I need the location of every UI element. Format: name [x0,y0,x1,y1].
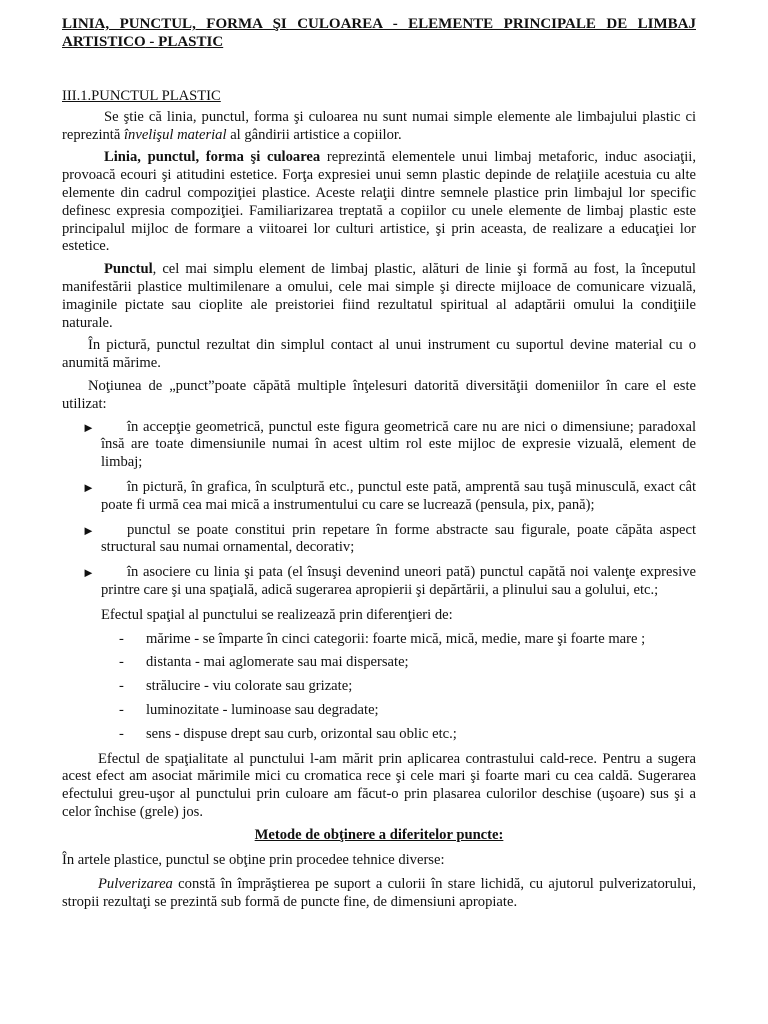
p2-text: reprezintă elementele unui limbaj metaforic, induc asociaţii, provoacă ecouri şi atitudini estetice. Forţa expresiei unui semn plastic depinde de relaţiile acestuia cu alte elemente din cadrul compoziţiei plastice. Aceste relaţii dintre semnele plastice prin limbajul lor specific definesc expresia compoziţiei. Familiarizarea treptată a copiilor cu unele elemente de limbaj plastic este principalul mijloc de formare a viitoarei lor culturi artistice, şi prin aceasta, de realizare a educaţiei lor estetice. [62,149,697,255]
arrow-list [62,419,696,600]
list-item [62,522,696,558]
arrow-bullet-icon: ► [82,522,95,538]
paragraph-elements [62,149,696,256]
arrow-bullet-icon: ► [82,419,95,435]
methods-heading: Metode de obţinere a diferitelor puncte: [254,826,504,843]
dash-bullet-icon: - [119,725,124,742]
list-item-text: mărime - se împarte în cinci categorii: foarte mică, mică, medie, mare şi foarte mare ; [146,630,646,647]
arrow-bullet-icon: ► [82,479,95,495]
paragraph-pictura: În pictură, punctul rezultat din simplul contact al unui instrument cu suportul devine material cu o anumită mărime. [62,337,696,372]
section-heading: III.1.PUNCTUL PLASTIC [62,88,221,104]
title-separator: - [145,34,159,50]
list-item [62,419,696,472]
paragraph-punctul [62,261,696,332]
p2-bold: Linia, punctul, forma şi culoarea [104,149,321,166]
paragraph-intro [62,109,696,145]
paragraph-artele: În artele plastice, punctul se obţine prin procedee tehnice diverse: [62,852,445,869]
p1-text-a: Se ştie că linia, punctul, forma şi culoarea nu sunt numai simple elemente ale limbajului plastic ci reprezintă [62,108,696,143]
document-title [62,15,696,51]
paragraph-notiunea: Noţiunea de „punct”poate căpătă multiple înţelesuri datorită diversităţii domeniilor în care el este utilizat: [62,377,696,412]
list-item [62,654,696,672]
dash-bullet-icon: - [119,630,124,647]
p3-text: , cel mai simplu element de limbaj plastic, alături de linie şi formă au fost, la începutul manifestării plastice multimilenare a omului, cele mai simple şi directe mijloace de comunicare vizuală, imaginile pictate sau cioplite ale preistoriei fiind rezultatul spiritual al adaptării omului la condiţiile naturale. [62,261,696,331]
p8-italic: Pulverizarea [98,876,173,893]
dash-bullet-icon: - [119,678,124,695]
list-item [62,631,696,649]
paragraph-pulverizarea [62,876,696,912]
list-item-text: luminozitate - luminoase sau degradate; [146,701,379,718]
dash-bullet-icon: - [119,654,124,671]
list-item [62,678,696,696]
dash-bullet-icon: - [119,701,124,718]
list-item-text: strălucire - viu colorate sau grizate; [146,678,353,695]
dash-list [62,631,696,744]
p3-bold: Punctul [104,261,153,278]
list-item-text: sens - dispuse drept sau curb, orizontal sau oblic etc.; [146,725,457,742]
p1-italic: învelişul material [123,126,227,143]
p1-text-b: al gândirii artistice a copiilor. [226,126,402,143]
list-item [62,564,696,600]
list-item-text: punctul se poate constitui prin repetare în forme abstracte sau figurale, poate căpăta aspect structural sau numai ornamental, decorativ; [101,521,696,556]
title-tail: PLASTIC [158,34,224,50]
title-main: LINIA, PUNCTUL, FORMA ŞI CULOAREA - ELEMENTE PRINCIPALE DE LIMBAJ ARTISTICO [62,16,696,50]
list-item-text: distanta - mai aglomerate sau mai dispersate; [146,654,409,671]
list-item-text: în accepţie geometrică, punctul este figura geometrică care nu are nici o dimensiune; paradoxal însă are toate dimensiunile numai în acest ultim rol este mijloc de expresie vizuală, element de limbaj; [101,418,696,471]
document-page [62,15,696,917]
list-item-text: în asociere cu linia şi pata (el însuşi devenind uneori pată) punctul capătă noi valenţe expresive printre care şi una spaţială, adică sugerarea apropierii şi depărtării, a plinului sau a golului, etc.; [101,564,696,598]
list-item-text: în pictură, în grafica, în sculptură etc., punctul este pată, amprentă sau tuşă minusculă, exact cât poate fi urmă cea mai mică a instrumentului cu care se lucrează (pensula, pix, pană); [101,478,696,513]
p8-text: constă în împrăştierea pe suport a culorii în stare lichidă, cu ajutorul pulverizatorului, stropii rezultaţi se prezintă sub formă de puncte fine, de dimensiuni apropiate. [62,876,696,911]
list-item [62,479,696,515]
paragraph-spatialitate: Efectul de spaţialitate al punctului l-am mărit prin aplicarea contrastului cald-rece. Pentru a sugera acest efect am asociat mărimile mici cu cromatica rece şi cele mari şi foarte mari cu cea caldă. Sugerarea efectului greu-uşor al punctului prin culoare am făcut-o prin plasarea culorilor deschise (uşoare) sus şi a celor închise (grele) jos. [62,750,696,820]
list-item [62,726,696,744]
effect-intro: Efectul spaţial al punctului se realizează prin diferenţieri de: [101,606,453,623]
arrow-bullet-icon: ► [82,565,95,581]
list-item [62,702,696,720]
